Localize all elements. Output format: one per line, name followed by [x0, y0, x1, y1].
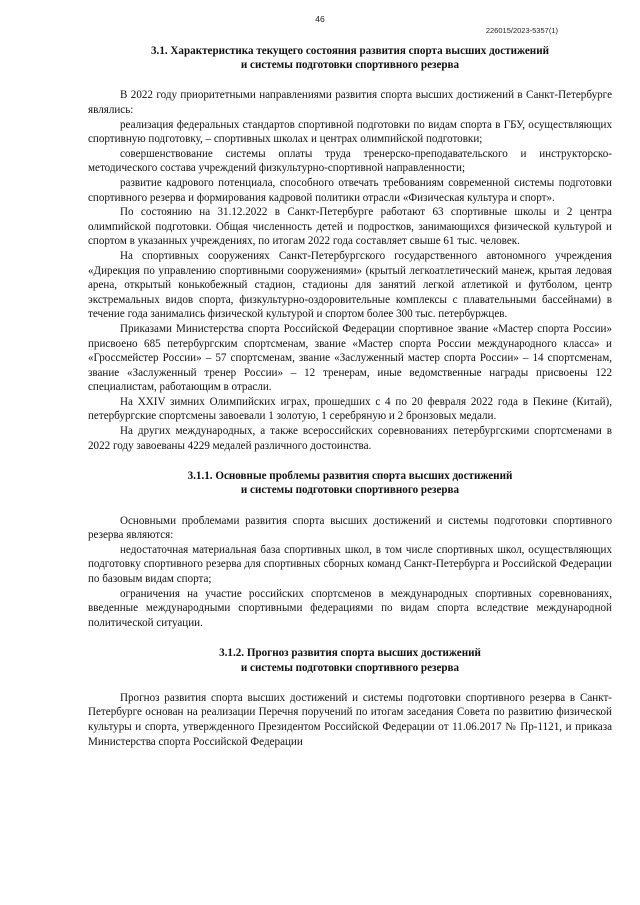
paragraph: На XXIV зимних Олимпийских играх, прошедших с 4 по 20 февраля 2022 года в Пекине (Китай), петербургские спортсмены завоевали 1 золотую, 1 серебряную и 2 бронзовых медали. — [88, 395, 612, 423]
section-heading-3-1-1 — [88, 469, 612, 497]
heading-line: 3.1. Характеристика текущего состояния развития спорта высших достижений — [151, 45, 549, 57]
paragraph: Основными проблемами развития спорта высших достижений и системы подготовки спортивного резерва являются: — [88, 514, 612, 542]
paragraph: ограничения на участие российских спортсменов в международных спортивных соревнованиях, введенные международными спортивными федерациями по видам спорта вследствие международной политической ситуации. — [88, 587, 612, 629]
heading-line: и системы подготовки спортивного резерва — [240, 661, 460, 674]
heading-line: и системы подготовки спортивного резерва — [240, 484, 460, 497]
section-heading-3-1-2 — [88, 646, 612, 674]
heading-line: и системы подготовки спортивного резерва — [240, 59, 460, 72]
paragraph: недостаточная материальная база спортивных школ, в том числе спортивных школ, осуществляющих подготовку спортивного резерва для спортивных сборных команд Санкт-Петербурга и Российской Федерации по базовым видам спорта; — [88, 543, 612, 586]
paragraph: На других международных, а также всероссийских соревнованиях петербургскими спортсменами в 2022 году завоеваны 4229 медалей различного достоинства. — [88, 425, 612, 452]
heading-line: 3.1.1. Основные проблемы развития спорта высших достижений — [187, 470, 513, 483]
page-number: 46 — [315, 14, 325, 24]
paragraph: реализация федеральных стандартов спортивной подготовки по видам спорта в ГБУ, осуществляющих спортивную подготовку, – спортивных школах и центрах олимпийской подготовки; — [88, 118, 612, 146]
document-id: 226015/2023-5357(1) — [485, 26, 558, 35]
paragraph: В 2022 году приоритетными направлениями развития спорта высших достижений в Санкт-Петербурге являлись: — [88, 89, 612, 116]
paragraph: Прогноз развития спорта высших достижений и системы подготовки спортивного резерва в Санкт-Петербурге основан на реализации Перечня поручений по итогам заседания Совета по развитию физической культуры и спорта, утвержденного Президентом Российской Федерации от 11.06.2017 № Пр-1121, и приказа Министерства спорта Российской Федерации — [88, 691, 612, 748]
paragraph: По состоянию на 31.12.2022 в Санкт-Петербурге работают 63 спортивные школы и 2 центра олимпийской подготовки. Общая численность детей и подростков, занимающихся физической культурой и спортом в указанных учреждениях, по итогам 2022 года составляет свыше 61 тыс. человек. — [88, 206, 612, 248]
paragraph: На спортивных сооружениях Санкт-Петербургского государственного автономного учреждения «Дирекция по управлению спортивными сооружениями» (крытый легкоатлетический манеж, крытая ледовая арена, открытый конькобежный стадион, стадионы для занятий легкой атлетикой и футболом, центр экстремальных видов спорта, физкультурно-оздоровительные комплексы с плавательными бассейнами) в течение года занимались физической культурой и спортом более 300 тыс. петербуржцев. — [88, 249, 612, 321]
paragraph: Приказами Министерства спорта Российской Федерации спортивное звание «Мастер спорта России» присвоено 685 петербургским спортсменам, звание «Мастер спорта России международного класса» и «Гроссмейстер России» – 57 спортсменам, звание «Заслуженный мастер спорта России» – 14 спортсменам, звание «Заслуженный тренер России» – 12 тренерам, иные ведомственные награды присвоены 122 специалистам, работающим в отрасли. — [88, 322, 612, 394]
heading-line: 3.1.2. Прогноз развития спорта высших достижений — [219, 647, 481, 660]
paragraph: развитие кадрового потенциала, способного отвечать требованиям современной системы подготовки спортивного резерва и формирования кадровой политики отрасли «Физическая культура и спорт». — [88, 176, 612, 204]
paragraph: совершенствование системы оплаты труда тренерско-преподавательского и инструкторско-методического состава учреждений физкультурно-спортивной направленности; — [88, 147, 612, 175]
document-body — [88, 44, 612, 749]
section-heading-3-1 — [88, 44, 612, 72]
